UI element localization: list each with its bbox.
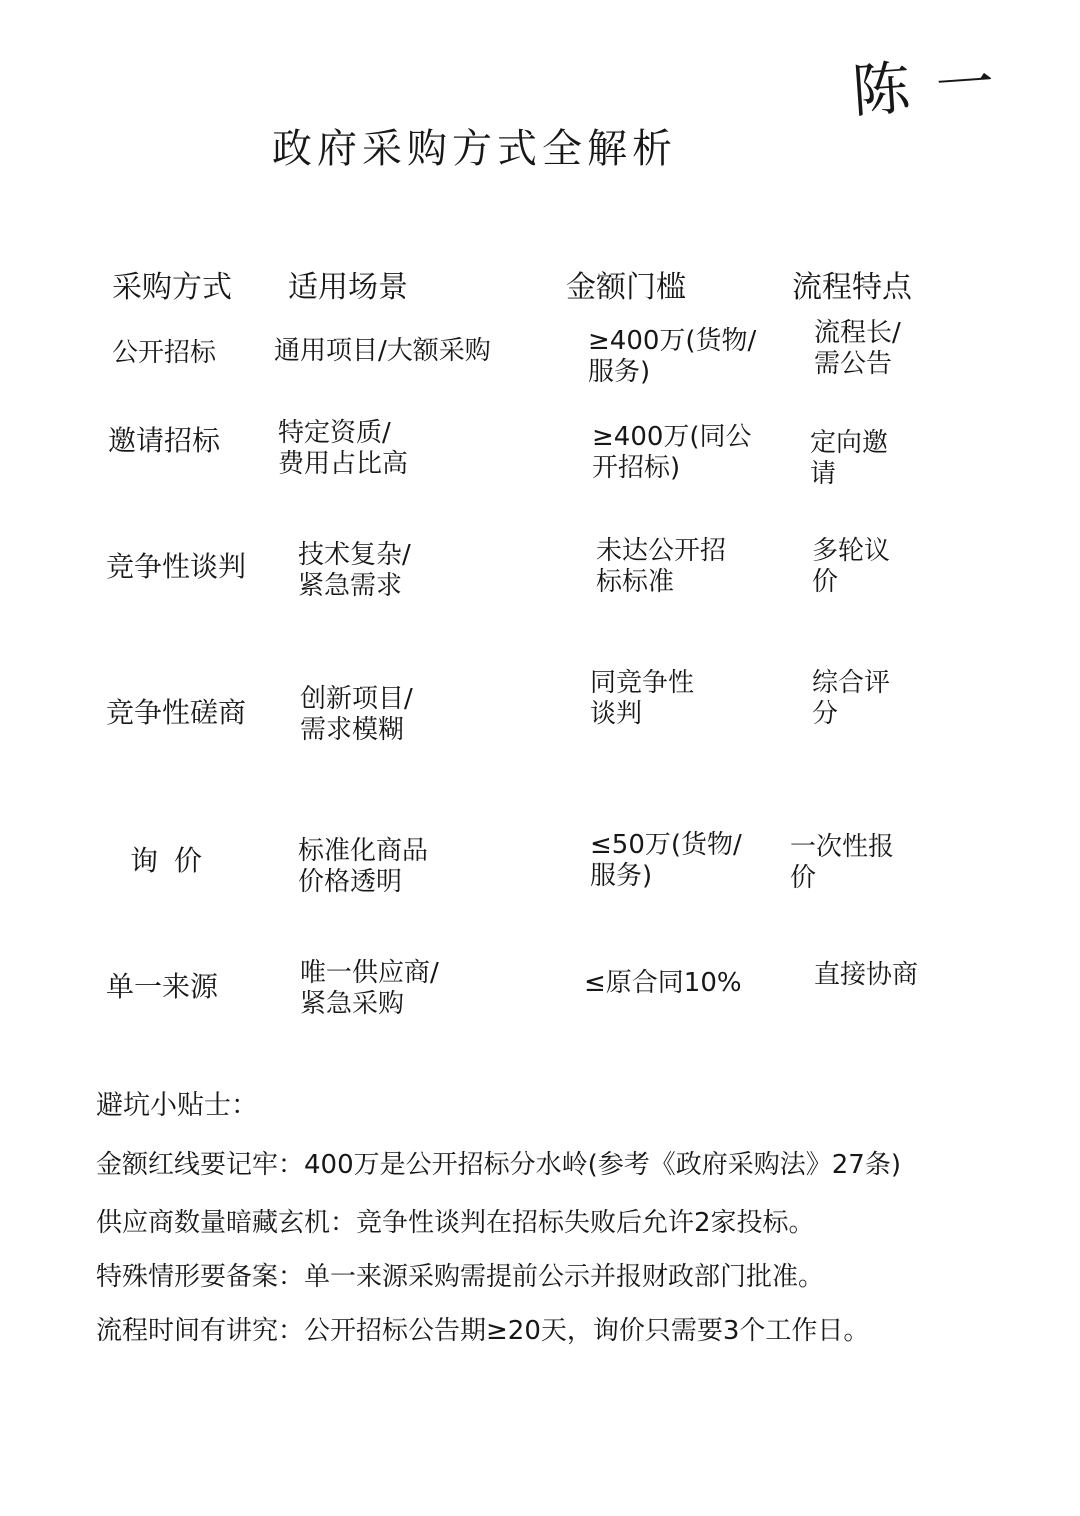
row-2-feature: 定向邀 请 — [810, 428, 889, 489]
row-2-scene: 特定资质/ 费用占比高 — [278, 418, 409, 479]
tip-2: 供应商数量暗藏玄机：竞争性谈判在招标失败后允许2家投标。 — [96, 1208, 815, 1238]
row-2-method: 邀请招标 — [108, 424, 221, 457]
row-1-amount: ≥400万(货物/ 服务) — [588, 326, 757, 387]
row-3-method: 竞争性谈判 — [106, 550, 247, 583]
row-5-scene: 标准化商品 价格透明 — [298, 836, 429, 897]
row-6-method: 单一来源 — [106, 970, 219, 1003]
row-5-method: 询价 — [130, 844, 219, 877]
row-4-scene: 创新项目/ 需求模糊 — [300, 684, 413, 745]
row-6-amount: ≤原合同10% — [584, 968, 742, 998]
header-method: 采购方式 — [112, 270, 232, 305]
tips-title: 避坑小贴士： — [96, 1090, 258, 1121]
row-6-scene: 唯一供应商/ 紧急采购 — [300, 958, 439, 1019]
row-5-amount: ≤50万(货物/ 服务) — [590, 830, 742, 891]
page-title: 政府采购方式全解析 — [272, 126, 677, 172]
row-4-feature: 综合评 分 — [812, 668, 891, 729]
row-5-feature: 一次性报 价 — [790, 832, 895, 893]
row-3-scene: 技术复杂/ 紧急需求 — [298, 540, 411, 601]
tip-3: 特殊情形要备案：单一来源采购需提前公示并报财政部门批准。 — [96, 1262, 825, 1292]
author-signature: 陈一 — [849, 46, 1023, 126]
row-1-feature: 流程长/ 需公告 — [814, 318, 901, 379]
header-scene: 适用场景 — [288, 270, 408, 305]
tip-4: 流程时间有讲究：公开招标公告期≥20天，询价只需要3个工作日。 — [96, 1316, 870, 1346]
header-amount: 金额门槛 — [566, 270, 686, 305]
row-3-feature: 多轮议 价 — [812, 536, 891, 597]
row-4-amount: 同竞争性 谈判 — [590, 668, 695, 729]
row-1-scene: 通用项目/大额采购 — [274, 336, 491, 366]
row-4-method: 竞争性磋商 — [106, 696, 247, 729]
row-3-amount: 未达公开招 标标准 — [596, 536, 727, 597]
row-1-method: 公开招标 — [112, 338, 217, 368]
row-6-feature: 直接协商 — [814, 960, 919, 990]
row-2-amount: ≥400万(同公 开招标) — [592, 422, 752, 483]
tip-1: 金额红线要记牢：400万是公开招标分水岭(参考《政府采购法》27条) — [96, 1150, 901, 1180]
header-feature: 流程特点 — [792, 270, 912, 305]
